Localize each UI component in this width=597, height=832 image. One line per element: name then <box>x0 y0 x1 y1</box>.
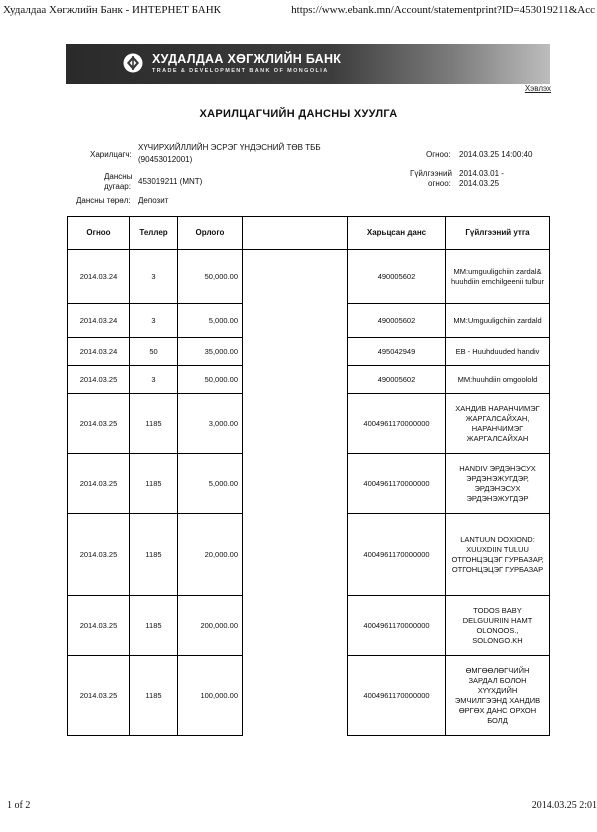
customer-label: Харилцагч: <box>90 150 132 159</box>
cell-purpose: MM:Umguuligchiin zardald <box>446 304 550 338</box>
period-label-line1: Гүйлгээний <box>410 169 452 178</box>
cell-date: 2014.03.25 <box>68 394 130 454</box>
cell-date: 2014.03.24 <box>68 250 130 304</box>
printed-timestamp: 2014.03.25 2:01 <box>531 800 597 811</box>
browser-page-title: Худалдаа Хөгжлийн Банк - ИНТЕРНЕТ БАНК <box>3 4 221 16</box>
cell-date: 2014.03.25 <box>68 656 130 736</box>
cell-teller: 1185 <box>130 656 178 736</box>
period-label-line2: огноо: <box>428 179 451 188</box>
cell-purpose: TODOS BABY DELGUURIIN HAMT OLONOOS., SOLONGO.KH <box>446 596 550 656</box>
cell-teller: 50 <box>130 338 178 366</box>
customer-name: ХҮЧИРХИЙЛЛИЙН ЭСРЭГ ҮНДЭСНИЙ ТӨВ ТББ <box>138 143 321 152</box>
cell-purpose: EB - Huuhduuded handiv <box>446 338 550 366</box>
cell-account: 495042949 <box>348 338 446 366</box>
cell-account: 4004961170000000 <box>348 394 446 454</box>
cell-teller: 3 <box>130 250 178 304</box>
statement-date-value: 2014.03.25 14:00:40 <box>459 150 533 159</box>
cell-income: 3,000.00 <box>178 394 243 454</box>
cell-purpose: MM:huuhdiin omgoolold <box>446 366 550 394</box>
table-row <box>68 250 550 304</box>
period-to: 2014.03.25 <box>459 179 500 188</box>
cell-purpose: LANTUUN DOXIOND: XUUXDIIN TULUU ОТГОНЦЭЦЭГ ГУРБАЗАР, ОТГОНЦЭЦЭГ ГУРБАЗАР <box>446 514 550 596</box>
cell-teller: 1185 <box>130 394 178 454</box>
cell-account: 4004961170000000 <box>348 454 446 514</box>
cell-account: 4004961170000000 <box>348 596 446 656</box>
cell-teller: 1185 <box>130 596 178 656</box>
cell-date: 2014.03.24 <box>68 304 130 338</box>
cell-date: 2014.03.24 <box>68 338 130 366</box>
cell-income: 20,000.00 <box>178 514 243 596</box>
cell-blank <box>243 250 348 736</box>
cell-account: 490005602 <box>348 366 446 394</box>
cell-date: 2014.03.25 <box>68 514 130 596</box>
col-header-account: Харьцсан данс <box>348 217 446 250</box>
cell-teller: 3 <box>130 304 178 338</box>
account-label-line1: Дансны <box>104 172 133 181</box>
account-label-line2: дугаар: <box>104 182 131 191</box>
customer-id: (90453012001) <box>138 155 193 164</box>
document-title: ХАРИЛЦАГЧИЙН ДАНСНЫ ХУУЛГА <box>199 108 398 120</box>
cell-purpose: ХАНДИВ НАРАНЧИМЭГ ЖАРГАЛСАЙХАН, НАРАНЧИМЭГ ЖАРГАЛСАЙХАН <box>446 394 550 454</box>
account-type-label: Дансны төрөл: <box>76 196 131 205</box>
col-header-purpose: Гүйлгээний утга <box>446 217 550 250</box>
transactions-table <box>67 216 550 736</box>
cell-date: 2014.03.25 <box>68 454 130 514</box>
period-from: 2014.03.01 - <box>459 169 504 178</box>
col-header-income: Орлого <box>178 217 243 250</box>
cell-teller: 1185 <box>130 514 178 596</box>
cell-purpose: HANDIV ЭРДЭНЭСУХ ЭРДЭНЭЖУГДЭР, ЭРДЭНЭСУХ ЭРДЭНЭЖУГДЭР <box>446 454 550 514</box>
print-link[interactable]: Хэвлэх <box>524 84 551 93</box>
cell-teller: 1185 <box>130 454 178 514</box>
bank-subtitle: TRADE & DEVELOPMENT BANK OF MONGOLIA <box>152 68 329 74</box>
cell-teller: 3 <box>130 366 178 394</box>
statement-date-label: Огноо: <box>426 150 451 159</box>
cell-account: 4004961170000000 <box>348 514 446 596</box>
cell-income: 50,000.00 <box>178 250 243 304</box>
cell-income: 200,000.00 <box>178 596 243 656</box>
cell-income: 35,000.00 <box>178 338 243 366</box>
cell-income: 100,000.00 <box>178 656 243 736</box>
cell-date: 2014.03.25 <box>68 366 130 394</box>
cell-account: 490005602 <box>348 250 446 304</box>
col-header-blank <box>243 217 348 250</box>
browser-page-url: https://www.ebank.mn/Account/statementprint?ID=453019211&Acc <box>291 4 595 16</box>
cell-purpose: ӨМГӨӨЛӨГЧИЙН ЗАРДАЛ БОЛОН ХҮҮХДИЙН ЭМЧИЛГЭЭНД ХАНДИВ ӨРГӨХ ДАНС ОРХОН БОЛД <box>446 656 550 736</box>
bank-name: ХУДАЛДАА ХӨГЖЛИЙН БАНК <box>152 52 342 66</box>
col-header-teller: Теллер <box>130 217 178 250</box>
bank-header-banner <box>66 44 550 84</box>
account-type-value: Депозит <box>138 196 169 205</box>
cell-date: 2014.03.25 <box>68 596 130 656</box>
table-header-row <box>68 217 550 250</box>
cell-account: 490005602 <box>348 304 446 338</box>
bank-logo-icon <box>123 53 143 73</box>
account-number: 453019211 (MNT) <box>138 177 203 186</box>
cell-account: 4004961170000000 <box>348 656 446 736</box>
col-header-date: Огноо <box>68 217 130 250</box>
cell-income: 50,000.00 <box>178 366 243 394</box>
cell-income: 5,000.00 <box>178 304 243 338</box>
page-counter: 1 of 2 <box>7 800 31 811</box>
cell-income: 5,000.00 <box>178 454 243 514</box>
cell-purpose: MM:umguuligchiin zardal& huuhdiin emchilgeenii tulbur <box>446 250 550 304</box>
